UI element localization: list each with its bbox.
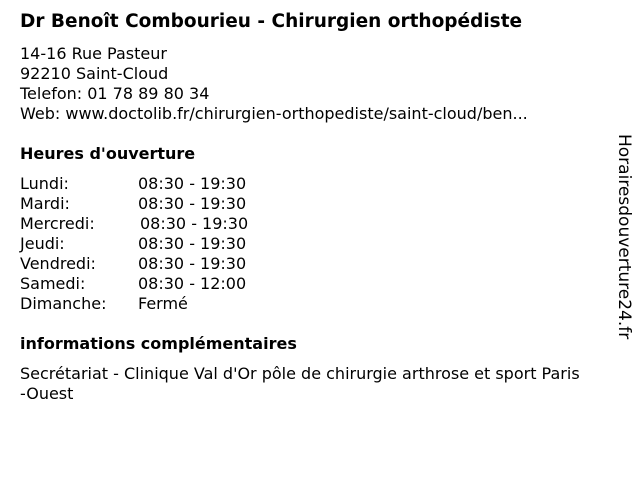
time-range: 08:30 - 19:30 — [140, 214, 249, 233]
phone-number: Telefon: 01 78 89 80 34 — [20, 84, 210, 103]
day-label: Mercredi: — [20, 214, 95, 233]
day-label: Samedi: — [20, 274, 86, 293]
day-label: Dimanche: — [20, 294, 107, 313]
info-text: Secrétariat - Clinique Val d'Or pôle de chirurgie arthrose et sport Paris-Ouest — [20, 364, 580, 403]
day-label: Jeudi: — [20, 234, 65, 253]
info-heading: informations complémentaires — [20, 334, 297, 353]
street-address: 14-16 Rue Pasteur — [20, 44, 167, 63]
city-postal: 92210 Saint-Cloud — [20, 64, 169, 83]
time-range: 08:30 - 19:30 — [138, 254, 247, 273]
time-range: Fermé — [138, 294, 188, 313]
time-range: 08:30 - 12:00 — [138, 274, 247, 293]
page-title: Dr Benoît Combourieu - Chirurgien orthopédiste — [20, 11, 523, 32]
day-label: Mardi: — [20, 194, 70, 213]
time-range: 08:30 - 19:30 — [138, 174, 247, 193]
time-range: 08:30 - 19:30 — [138, 194, 247, 213]
hours-heading: Heures d'ouverture — [20, 144, 196, 163]
day-label: Lundi: — [20, 174, 69, 193]
website-link[interactable]: Web: www.doctolib.fr/chirurgien-orthopediste/saint-cloud/ben... — [20, 104, 528, 123]
address-block — [20, 44, 528, 124]
site-brand-watermark: Horairesdouverture24.fr — [614, 134, 634, 340]
day-label: Vendredi: — [20, 254, 96, 273]
time-range: 08:30 - 19:30 — [138, 234, 247, 253]
